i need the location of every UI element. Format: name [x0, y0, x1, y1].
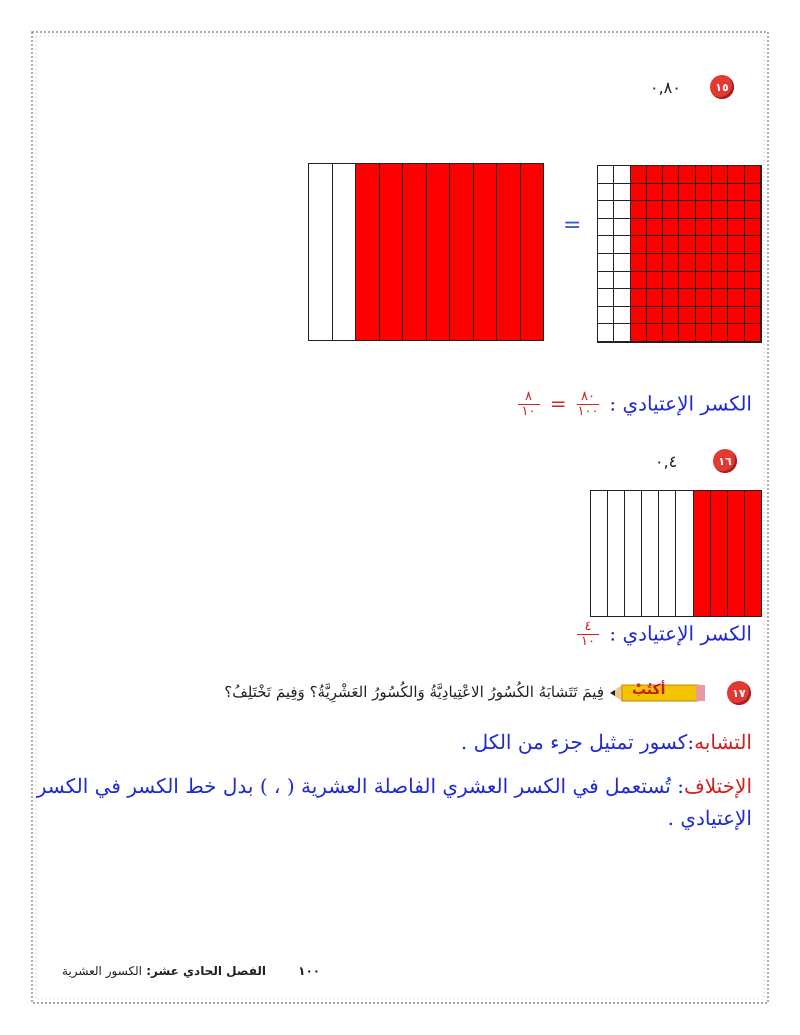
fraction-numerator: ٤ [584, 619, 592, 634]
grid-cell [728, 219, 744, 237]
fraction-80-100 [577, 390, 599, 420]
similarity-text: :كسور تمثيل جزء من الكل . [460, 730, 695, 754]
fraction-denominator: ١٠ [521, 404, 536, 420]
grid-cell [696, 272, 712, 290]
grid-cell [745, 219, 761, 237]
grid-cell [598, 254, 614, 272]
grid-cell [745, 236, 761, 254]
grid-cell [647, 324, 663, 342]
difference-label: الإختلاف [683, 774, 752, 798]
strip-cell [711, 491, 728, 616]
grid-cell [679, 201, 695, 219]
grid-cell [696, 184, 712, 202]
grid-cell [696, 166, 712, 184]
grid-cell [679, 219, 695, 237]
strip-cell [591, 491, 608, 616]
strip-cell [427, 164, 451, 340]
grid-cell [614, 184, 630, 202]
question-15-value: ٠,٨٠ [650, 78, 681, 97]
grid-cell [647, 307, 663, 325]
tenths-strip-40 [590, 490, 762, 617]
grid-cell [631, 166, 647, 184]
grid-cell [679, 254, 695, 272]
grid-cell [745, 289, 761, 307]
footer-chapter: الفصل الحادي عشر: [146, 964, 266, 978]
grid-cell [614, 236, 630, 254]
grid-cell [598, 201, 614, 219]
strip-cell [403, 164, 427, 340]
grid-cell [631, 307, 647, 325]
grid-cell [728, 289, 744, 307]
grid-cell [614, 166, 630, 184]
grid-cell [598, 219, 614, 237]
grid-cell [647, 166, 663, 184]
fraction-label: الكسر الإعتيادي : [609, 391, 752, 416]
grid-cell [712, 289, 728, 307]
grid-cell [614, 324, 630, 342]
strip-cell [380, 164, 404, 340]
grid-cell [614, 307, 630, 325]
fraction-denominator: ١٠٠ [577, 404, 599, 420]
grid-cell [679, 236, 695, 254]
grid-cell [728, 254, 744, 272]
grid-cell [663, 307, 679, 325]
difference-text: : تُستعمل في الكسر العشري الفاصلة العشرية ( ، ) بدل خط الكسر في الكسر الإعتيادي . [36, 774, 752, 830]
grid-cell [647, 272, 663, 290]
grid-cell [631, 236, 647, 254]
difference-line [32, 770, 752, 834]
grid-cell [745, 166, 761, 184]
question-17-text: فِيمَ تَتَشابَهُ الكُسُورُ الاعْتِيادِيَّةُ وَالكُسُورُ العَشْرِيَّةُ؟ وَفِيمَ تَخْتَلِفُ؟ [224, 683, 604, 701]
strip-cell [356, 164, 380, 340]
strip-cell [309, 164, 333, 340]
grid-cell [728, 307, 744, 325]
grid-cell [728, 236, 744, 254]
grid-cell [712, 272, 728, 290]
grid-cell [663, 236, 679, 254]
grid-cell [712, 166, 728, 184]
grid-cell [679, 289, 695, 307]
grid-cell [728, 272, 744, 290]
grid-cell [745, 307, 761, 325]
grid-cell [712, 236, 728, 254]
grid-cell [712, 324, 728, 342]
grid-cell [745, 324, 761, 342]
grid-cell [712, 184, 728, 202]
page-footer [62, 964, 320, 978]
grid-cell [598, 272, 614, 290]
fraction-equals: = [549, 391, 567, 416]
grid-cell [598, 236, 614, 254]
grid-cell [647, 289, 663, 307]
equals-sign: = [563, 213, 582, 238]
grid-cell [728, 201, 744, 219]
fraction-8-10 [518, 390, 540, 420]
strip-cell [474, 164, 498, 340]
strip-cell [728, 491, 745, 616]
fraction-label: الكسر الإعتيادي : [609, 621, 752, 646]
grid-cell [696, 307, 712, 325]
grid-cell [663, 219, 679, 237]
fraction-numerator: ٨٠ [581, 389, 595, 404]
pencil-icon [610, 681, 705, 705]
grid-cell [745, 184, 761, 202]
grid-cell [728, 324, 744, 342]
grid-cell [614, 289, 630, 307]
strip-cell [497, 164, 521, 340]
grid-cell [631, 254, 647, 272]
grid-cell [647, 236, 663, 254]
footer-title: الكسور العشرية [62, 964, 143, 978]
pencil-label: أكتُبْ [632, 682, 666, 698]
fraction-denominator: ١٠ [581, 634, 595, 650]
grid-cell [614, 254, 630, 272]
grid-cell [598, 184, 614, 202]
similarity-line [461, 730, 752, 754]
grid-cell [614, 219, 630, 237]
grid-cell [712, 219, 728, 237]
grid-cell [679, 307, 695, 325]
grid-cell [598, 289, 614, 307]
grid-cell [712, 201, 728, 219]
grid-cell [663, 166, 679, 184]
grid-cell [614, 201, 630, 219]
grid-cell [663, 184, 679, 202]
question-16-value: ٠,٤ [655, 452, 678, 471]
grid-cell [696, 324, 712, 342]
footer-page-number: ١٠٠ [298, 964, 321, 978]
question-16-badge: ١٦ [713, 449, 737, 473]
grid-cell [696, 201, 712, 219]
grid-cell [647, 219, 663, 237]
fraction-4-10 [577, 620, 599, 650]
grid-cell [598, 307, 614, 325]
hundredths-grid-80 [597, 165, 762, 343]
fraction-line-40 [573, 620, 752, 650]
fraction-line-80 [514, 390, 753, 420]
grid-cell [598, 324, 614, 342]
grid-cell [663, 272, 679, 290]
grid-cell [696, 254, 712, 272]
grid-cell [647, 201, 663, 219]
strip-cell [745, 491, 761, 616]
grid-cell [663, 254, 679, 272]
fraction-numerator: ٨ [525, 389, 532, 404]
strip-cell [521, 164, 544, 340]
grid-cell [745, 201, 761, 219]
strip-cell [333, 164, 357, 340]
grid-cell [631, 184, 647, 202]
grid-cell [712, 254, 728, 272]
strip-cell [659, 491, 676, 616]
grid-cell [679, 166, 695, 184]
grid-cell [696, 219, 712, 237]
grid-cell [614, 272, 630, 290]
grid-cell [631, 324, 647, 342]
grid-cell [663, 201, 679, 219]
grid-cell [712, 307, 728, 325]
grid-cell [647, 254, 663, 272]
grid-cell [598, 166, 614, 184]
tenths-strip-80 [308, 163, 544, 341]
grid-cell [696, 236, 712, 254]
strip-cell [694, 491, 711, 616]
question-17-badge: ١٧ [727, 681, 751, 705]
grid-cell [647, 184, 663, 202]
grid-cell [631, 219, 647, 237]
strip-cell [450, 164, 474, 340]
grid-cell [728, 166, 744, 184]
grid-cell [663, 324, 679, 342]
grid-cell [679, 272, 695, 290]
strip-cell [642, 491, 659, 616]
grid-cell [728, 184, 744, 202]
grid-cell [663, 289, 679, 307]
grid-cell [679, 324, 695, 342]
strip-cell [676, 491, 693, 616]
grid-cell [745, 272, 761, 290]
grid-cell [679, 184, 695, 202]
grid-cell [631, 272, 647, 290]
strip-cell [625, 491, 642, 616]
grid-cell [631, 289, 647, 307]
question-15-badge: ١٥ [710, 75, 734, 99]
grid-cell [745, 254, 761, 272]
similarity-label: التشابه [694, 730, 752, 754]
grid-cell [631, 201, 647, 219]
strip-cell [608, 491, 625, 616]
grid-cell [696, 289, 712, 307]
